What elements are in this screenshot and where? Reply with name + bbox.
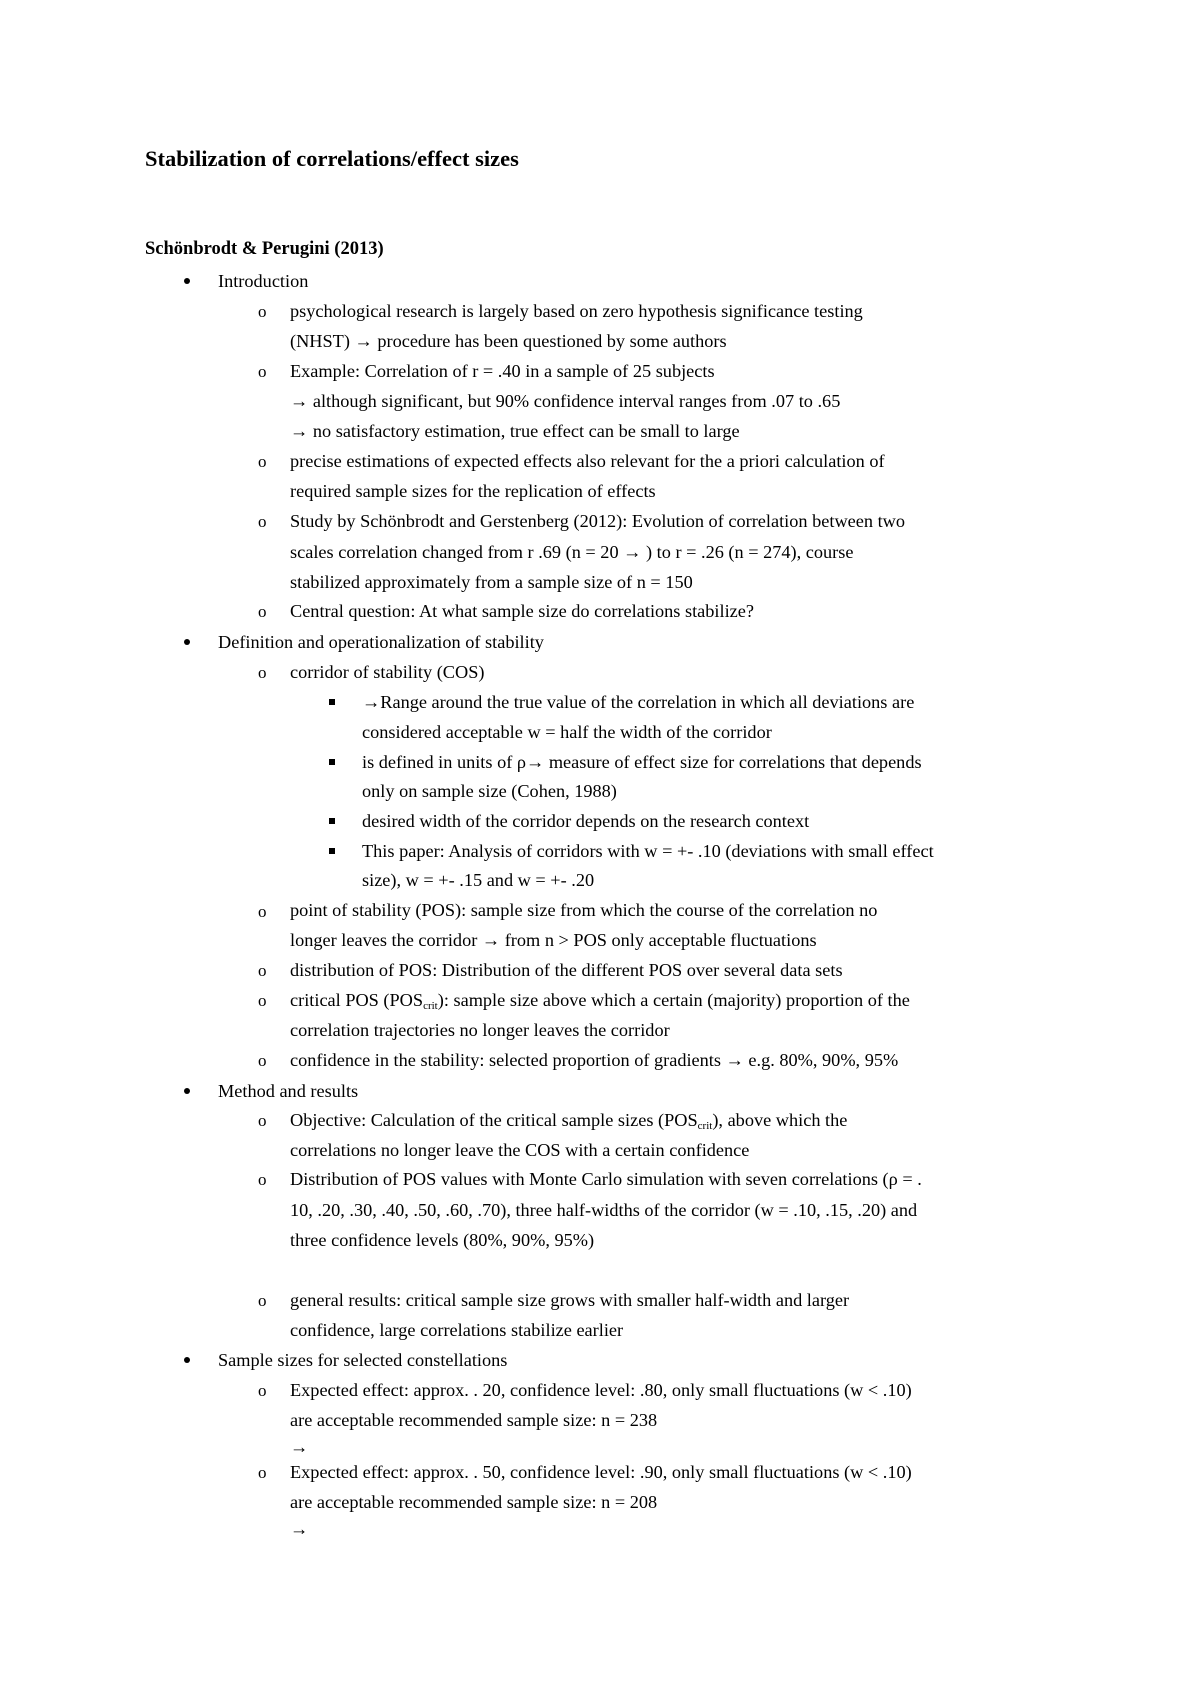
arrow-glyph: → — [290, 1519, 309, 1539]
bullet-dot — [184, 639, 190, 645]
sub-bullet-marker: o — [258, 602, 267, 621]
sub-sub-item: →Range around the true value of the correlation in which all deviations are — [362, 692, 915, 712]
sub-item: Expected effect: approx. . 20, confidence level: .80, only small fluctuations (w < .10) — [290, 1380, 912, 1400]
sub-sub-item-cont: size), w = +- .15 and w = +- .20 — [362, 870, 595, 890]
sub-item-cont: stabilized approximately from a sample size of n = 150 — [290, 572, 693, 592]
sub-item-text: ): sample size above which a certain (majority) proportion of the — [437, 990, 910, 1010]
sub-bullet-marker: o — [258, 302, 267, 321]
bullet-dot — [184, 278, 190, 284]
sub-item: general results: critical sample size grows with smaller half-width and larger — [290, 1290, 850, 1310]
document-title: Stabilization of correlations/effect sizes — [145, 146, 519, 171]
sub-item: point of stability (POS): sample size from which the course of the correlation no — [290, 900, 878, 920]
sub-item-cont: three confidence levels (80%, 90%, 95%) — [290, 1230, 595, 1250]
sub-item-cont: confidence, large correlations stabilize earlier — [290, 1320, 624, 1340]
bullet-dot — [184, 1357, 190, 1363]
sub-bullet-marker: o — [258, 1051, 267, 1070]
sub-bullet-marker: o — [258, 663, 267, 682]
sub-bullet-marker: o — [258, 1463, 267, 1482]
sub-item-cont: → although significant, but 90% confidence interval ranges from .07 to .65 — [290, 391, 841, 411]
sub-item-cont: (NHST) → procedure has been questioned by some authors — [290, 331, 727, 351]
sub-item: Central question: At what sample size do correlations stabilize? — [290, 601, 755, 621]
sub-item: psychological research is largely based on zero hypothesis significance testing — [290, 301, 863, 321]
sub-bullet-marker: o — [258, 961, 267, 980]
sub-item-text: critical POS (POS — [290, 990, 424, 1010]
subscript: crit — [697, 1120, 713, 1132]
sub-item-cont: longer leaves the corridor → from n > POS only acceptable fluctuations — [290, 930, 817, 950]
sub-item-cont: are acceptable recommended sample size: n = 238 — [290, 1410, 658, 1430]
bullet-dot — [184, 1088, 190, 1094]
sub-bullet-marker: o — [258, 991, 267, 1010]
sub-item-cont: → no satisfactory estimation, true effect can be small to large — [290, 421, 740, 441]
sub-item-cont: correlation trajectories no longer leaves the corridor — [290, 1020, 670, 1040]
sub-item-text: ), above which the — [712, 1110, 848, 1130]
sub-bullet-marker: o — [258, 1111, 267, 1130]
sub-bullet-marker: o — [258, 1381, 267, 1400]
bullet-item: Method and results — [218, 1081, 359, 1101]
square-bullet — [329, 699, 335, 705]
sub-item — [290, 989, 910, 1017]
sub-item-text: Objective: Calculation of the critical sample sizes (POS — [290, 1110, 698, 1130]
sub-item — [290, 1109, 847, 1137]
sub-bullet-marker: o — [258, 362, 267, 381]
sub-sub-item: is defined in units of ρ→ measure of effect size for correlations that depends — [362, 752, 922, 772]
sub-sub-item: desired width of the corridor depends on the research context — [362, 811, 810, 831]
sub-item-cont: required sample sizes for the replication of effects — [290, 481, 656, 501]
sub-item: distribution of POS: Distribution of the different POS over several data sets — [290, 960, 843, 980]
bullet-item: Introduction — [218, 271, 309, 291]
sub-item: Example: Correlation of r = .40 in a sample of 25 subjects — [290, 361, 715, 381]
sub-bullet-marker: o — [258, 1170, 267, 1189]
square-bullet — [329, 818, 335, 824]
sub-item: corridor of stability (COS) — [290, 662, 485, 682]
sub-item-cont: are acceptable recommended sample size: n = 208 — [290, 1492, 658, 1512]
sub-item-cont: correlations no longer leave the COS with a certain confidence — [290, 1140, 750, 1160]
sub-item: confidence in the stability: selected proportion of gradients → e.g. 80%, 90%, 95% — [290, 1050, 899, 1070]
sub-item: Expected effect: approx. . 50, confidence level: .90, only small fluctuations (w < .10) — [290, 1462, 912, 1482]
bullet-item: Sample sizes for selected constellations — [218, 1350, 508, 1370]
sub-bullet-marker: o — [258, 902, 267, 921]
square-bullet — [329, 759, 335, 765]
sub-item-cont: scales correlation changed from r .69 (n = 20 → ) to r = .26 (n = 274), course — [290, 542, 854, 562]
square-bullet — [329, 848, 335, 854]
sub-bullet-marker: o — [258, 512, 267, 531]
bullet-item: Definition and operationalization of stability — [218, 632, 544, 652]
sub-bullet-marker: o — [258, 1291, 267, 1310]
sub-item: Study by Schönbrodt and Gerstenberg (2012): Evolution of correlation between two — [290, 511, 906, 531]
sub-item-cont: 10, .20, .30, .40, .50, .60, .70), three half-widths of the corridor (w = .10, .15, .20) and — [290, 1200, 918, 1220]
sub-sub-item-cont: considered acceptable w = half the width of the corridor — [362, 722, 772, 742]
section-heading: Schönbrodt & Perugini (2013) — [145, 239, 384, 259]
sub-item: precise estimations of expected effects also relevant for the a priori calculation of — [290, 451, 885, 471]
arrow-glyph: → — [290, 1437, 309, 1457]
subscript: crit — [423, 1000, 438, 1012]
sub-item: Distribution of POS values with Monte Carlo simulation with seven correlations (ρ = . — [290, 1169, 922, 1189]
sub-sub-item: This paper: Analysis of corridors with w = +- .10 (deviations with small effect — [362, 841, 934, 861]
sub-bullet-marker: o — [258, 452, 267, 471]
sub-sub-item-cont: only on sample size (Cohen, 1988) — [362, 781, 617, 801]
